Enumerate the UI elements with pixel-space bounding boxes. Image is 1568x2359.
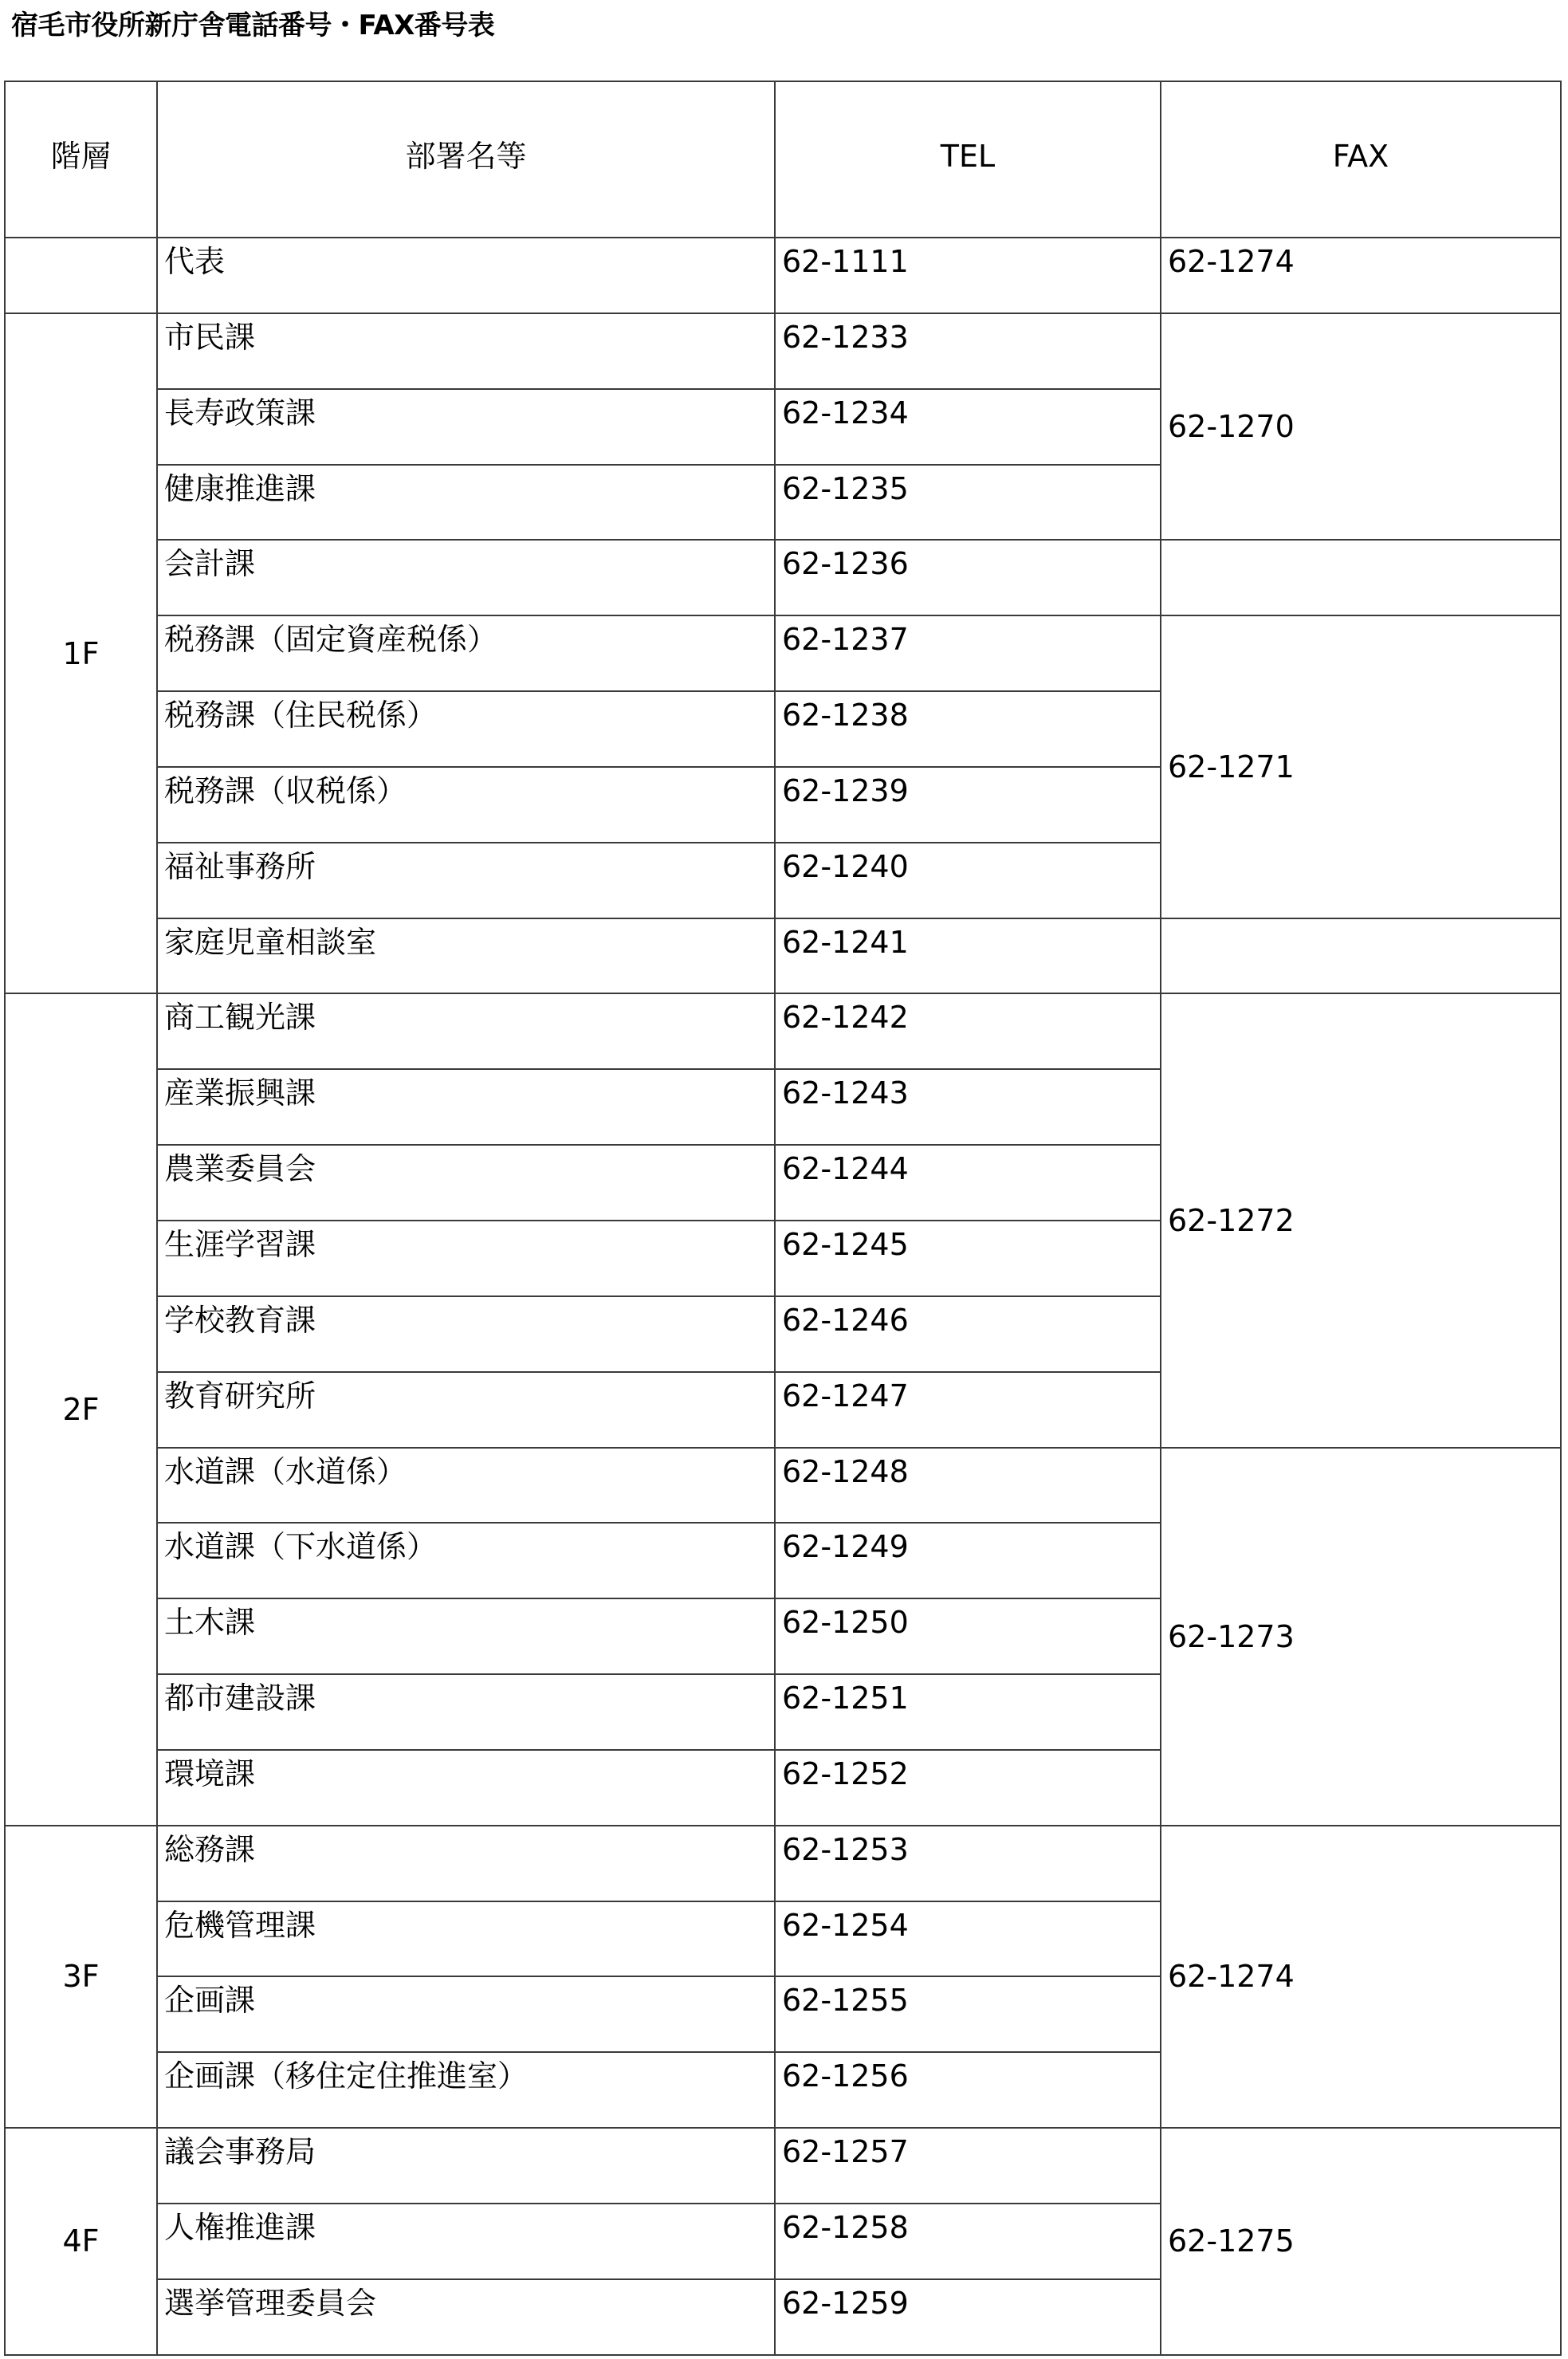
department-cell: 生涯学習課 <box>157 1221 775 1296</box>
tel-cell: 62-1241 <box>775 918 1161 994</box>
department-cell: 企画課 <box>157 1976 775 2052</box>
department-cell: 税務課（住民税係） <box>157 691 775 767</box>
tel-cell: 62-1246 <box>775 1296 1161 1372</box>
tel-cell: 62-1236 <box>775 540 1161 615</box>
department-cell: 長寿政策課 <box>157 389 775 465</box>
department-cell: 税務課（固定資産税係） <box>157 615 775 691</box>
floor-cell-3f: 3F <box>5 1826 157 2128</box>
department-cell: 商工観光課 <box>157 993 775 1069</box>
department-cell: 水道課（水道係） <box>157 1448 775 1524</box>
tel-cell: 62-1237 <box>775 615 1161 691</box>
tel-cell: 62-1239 <box>775 767 1161 843</box>
table-row <box>5 993 1561 1069</box>
tel-cell: 62-1242 <box>775 993 1161 1069</box>
department-cell: 農業委員会 <box>157 1145 775 1221</box>
table-row <box>5 1448 1561 1524</box>
tel-cell: 62-1233 <box>775 313 1161 389</box>
floor-cell-2f: 2F <box>5 993 157 1825</box>
department-cell: 代表 <box>157 238 775 313</box>
tel-cell: 62-1253 <box>775 1826 1161 1901</box>
tel-cell: 62-1111 <box>775 238 1161 313</box>
tel-cell: 62-1249 <box>775 1523 1161 1598</box>
department-cell: 企画課（移住定住推進室） <box>157 2052 775 2128</box>
fax-cell: 62-1272 <box>1161 993 1561 1447</box>
table-row <box>5 615 1561 691</box>
tel-cell: 62-1251 <box>775 1674 1161 1750</box>
department-cell: 選挙管理委員会 <box>157 2279 775 2355</box>
fax-cell: 62-1270 <box>1161 313 1561 541</box>
tel-cell: 62-1248 <box>775 1448 1161 1524</box>
fax-cell-empty <box>1161 540 1561 615</box>
table-row <box>5 313 1561 389</box>
department-cell: 会計課 <box>157 540 775 615</box>
header-fax: FAX <box>1161 81 1561 238</box>
header-department: 部署名等 <box>157 81 775 238</box>
department-cell: 議会事務局 <box>157 2128 775 2204</box>
department-cell: 福祉事務所 <box>157 843 775 918</box>
department-cell: 総務課 <box>157 1826 775 1901</box>
department-cell: 税務課（収税係） <box>157 767 775 843</box>
table-row <box>5 2128 1561 2204</box>
tel-cell: 62-1250 <box>775 1598 1161 1674</box>
department-cell: 家庭児童相談室 <box>157 918 775 994</box>
tel-cell: 62-1235 <box>775 465 1161 541</box>
floor-cell-4f: 4F <box>5 2128 157 2355</box>
table-row <box>5 238 1561 313</box>
tel-cell: 62-1245 <box>775 1221 1161 1296</box>
fax-cell: 62-1274 <box>1161 1826 1561 2128</box>
fax-cell-empty <box>1161 918 1561 994</box>
tel-cell: 62-1256 <box>775 2052 1161 2128</box>
department-cell: 教育研究所 <box>157 1372 775 1448</box>
department-cell: 人権推進課 <box>157 2204 775 2279</box>
tel-cell: 62-1252 <box>775 1750 1161 1826</box>
floor-cell <box>5 238 157 313</box>
tel-cell: 62-1247 <box>775 1372 1161 1448</box>
department-cell: 土木課 <box>157 1598 775 1674</box>
header-floor: 階層 <box>5 81 157 238</box>
tel-cell: 62-1259 <box>775 2279 1161 2355</box>
phone-fax-table <box>4 81 1562 2356</box>
floor-cell-1f: 1F <box>5 313 157 994</box>
tel-cell: 62-1257 <box>775 2128 1161 2204</box>
tel-cell: 62-1234 <box>775 389 1161 465</box>
tel-cell: 62-1258 <box>775 2204 1161 2279</box>
header-tel: TEL <box>775 81 1161 238</box>
tel-cell: 62-1254 <box>775 1901 1161 1977</box>
department-cell: 市民課 <box>157 313 775 389</box>
department-cell: 水道課（下水道係） <box>157 1523 775 1598</box>
table-header-row <box>5 81 1561 238</box>
fax-cell: 62-1271 <box>1161 615 1561 918</box>
table-row <box>5 918 1561 994</box>
tel-cell: 62-1240 <box>775 843 1161 918</box>
department-cell: 都市建設課 <box>157 1674 775 1750</box>
fax-cell: 62-1275 <box>1161 2128 1561 2355</box>
tel-cell: 62-1255 <box>775 1976 1161 2052</box>
department-cell: 環境課 <box>157 1750 775 1826</box>
department-cell: 学校教育課 <box>157 1296 775 1372</box>
fax-cell: 62-1274 <box>1161 238 1561 313</box>
fax-cell: 62-1273 <box>1161 1448 1561 1826</box>
table-row <box>5 1826 1561 1901</box>
table-row <box>5 540 1561 615</box>
department-cell: 危機管理課 <box>157 1901 775 1977</box>
tel-cell: 62-1238 <box>775 691 1161 767</box>
tel-cell: 62-1244 <box>775 1145 1161 1221</box>
department-cell: 健康推進課 <box>157 465 775 541</box>
tel-cell: 62-1243 <box>775 1069 1161 1145</box>
department-cell: 産業振興課 <box>157 1069 775 1145</box>
page-title: 宿毛市役所新庁舎電話番号・FAX番号表 <box>11 10 495 41</box>
